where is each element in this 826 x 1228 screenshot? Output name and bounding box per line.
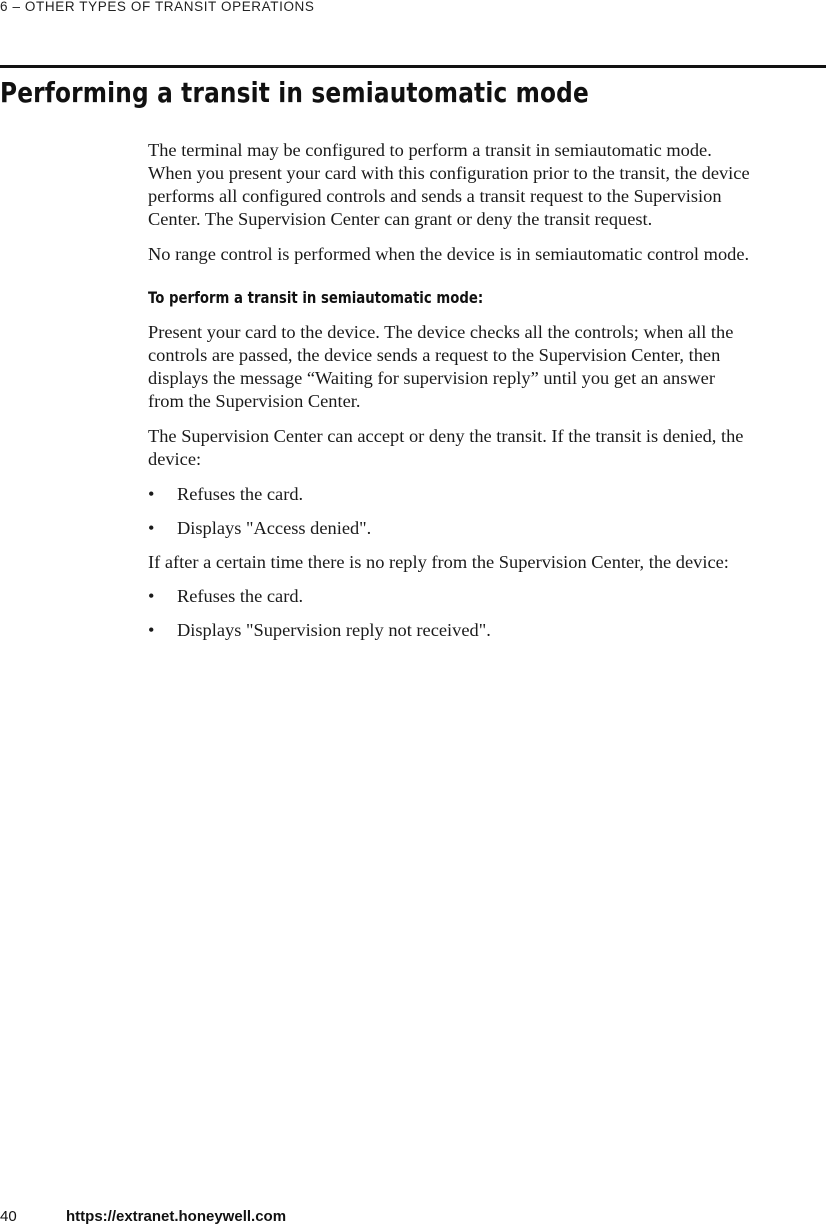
page-number: 40: [0, 1208, 17, 1225]
header-rule: [0, 65, 826, 68]
step-line: controls are passed, the device sends a request to the Supervision Center, then: [148, 345, 721, 365]
list-item-text: Refuses the card.: [177, 586, 304, 606]
bullet-icon: •: [148, 620, 155, 640]
intro-line: The terminal may be configured to perform a transit in semiautomatic mode.: [148, 140, 712, 160]
denied-line: device:: [148, 449, 202, 469]
list-item: [148, 517, 826, 540]
no-reply-paragraph: If after a certain time there is no reply from the Supervision Center, the device:: [148, 552, 729, 572]
step-line: Present your card to the device. The device checks all the controls; when all the: [148, 322, 734, 342]
denied-paragraph: [148, 425, 826, 471]
list-item: [148, 483, 826, 506]
bullet-icon: •: [148, 484, 155, 504]
list-item-text: Displays "Supervision reply not received".: [177, 620, 491, 640]
intro-line: When you present your card with this configuration prior to the transit, the device: [148, 163, 750, 183]
intro-line: performs all configured controls and sends a transit request to the Supervision: [148, 186, 722, 206]
page-footer: [0, 1208, 286, 1225]
bullet-icon: •: [148, 518, 155, 538]
intro-paragraph: [148, 139, 826, 231]
no-reply-bullet-list: [148, 585, 826, 642]
step-line: from the Supervision Center.: [148, 391, 361, 411]
procedure-heading: To perform a transit in semiautomatic mode:: [148, 288, 484, 307]
body-content: [148, 139, 826, 653]
intro-line: Center. The Supervision Center can grant or deny the transit request.: [148, 209, 653, 229]
list-item-text: Displays "Access denied".: [177, 518, 372, 538]
note-paragraph: No range control is performed when the device is in semiautomatic control mode.: [148, 244, 750, 264]
page-title: Performing a transit in semiautomatic mode: [0, 76, 589, 109]
step-paragraph: [148, 321, 826, 413]
list-item: [148, 585, 826, 608]
list-item: [148, 619, 826, 642]
denied-bullet-list: [148, 483, 826, 540]
denied-line: The Supervision Center can accept or deny the transit. If the transit is denied, the: [148, 426, 744, 446]
list-item-text: Refuses the card.: [177, 484, 304, 504]
running-header: 6 – OTHER TYPES OF TRANSIT OPERATIONS: [0, 0, 315, 14]
bullet-icon: •: [148, 586, 155, 606]
step-line: displays the message “Waiting for supervision reply” until you get an answer: [148, 368, 715, 388]
footer-url-link[interactable]: https://extranet.honeywell.com: [66, 1208, 287, 1225]
